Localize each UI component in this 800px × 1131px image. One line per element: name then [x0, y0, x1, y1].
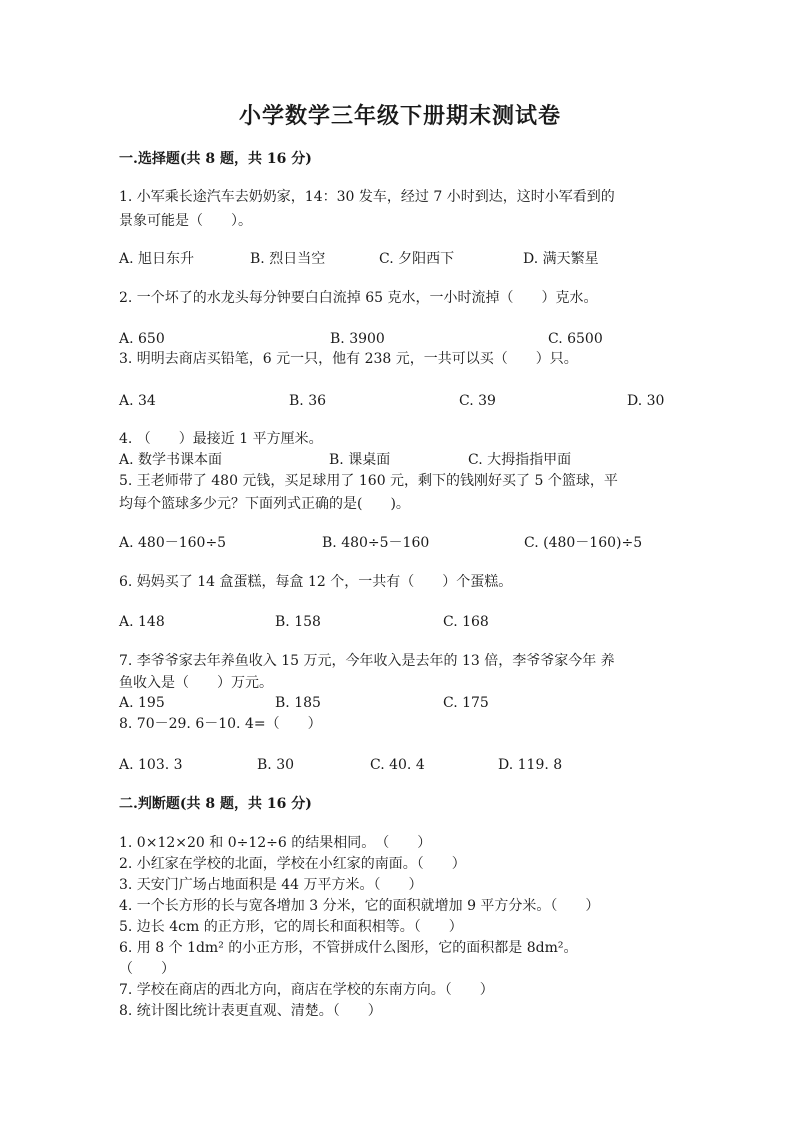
option: C. 6500	[548, 331, 603, 347]
question-text: 3. 明明去商店买铅笔，6 元一只，他有 238 元，一共可以买（ ）只。	[119, 351, 578, 367]
question-text: 2. 一个坏了的水龙头每分钟要白白流掉 65 克水，一小时流掉（ ）克水。	[119, 290, 598, 306]
option: A. 650	[119, 331, 165, 347]
question-text: 景象可能是（ ）。	[119, 213, 252, 229]
section-heading-judgment: 二.判断题(共 8 题，共 16 分)	[119, 796, 312, 812]
option: B. 3900	[330, 331, 385, 347]
question-text: 5. 王老师带了 480 元钱，买足球用了 160 元，剩下的钱刚好买了 5 个篮球，平	[119, 473, 618, 489]
option: C. (480－160)÷5	[524, 535, 643, 551]
statement-item: 7. 学校在商店的西北方向，商店在学校的东南方向。（ ）	[119, 982, 494, 998]
option: B. 30	[257, 757, 295, 773]
question-text: 鱼收入是（ ）万元。	[119, 675, 273, 691]
option: C. 175	[443, 695, 489, 711]
statement-item: 5. 边长 4cm 的正方形，它的周长和面积相等。（ ）	[119, 919, 463, 935]
option: C. 大拇指指甲面	[468, 452, 572, 468]
option: B. 480÷5－160	[322, 535, 430, 551]
option: A. 旭日东升	[119, 251, 195, 267]
option: A. 数学书课本面	[119, 452, 223, 468]
option: B. 课桌面	[329, 452, 391, 468]
statement-item: 4. 一个长方形的长与宽各增加 3 分米，它的面积就增加 9 平方分米。（ ）	[119, 898, 600, 914]
option: A. 195	[119, 695, 165, 711]
option: A. 103. 3	[119, 757, 183, 773]
page-title: 小学数学三年级下册期末测试卷	[238, 103, 561, 129]
option: B. 烈日当空	[250, 251, 326, 267]
question-text: 8. 70－29. 6－10. 4=（ ）	[119, 716, 322, 732]
question-text: 7. 李爷爷家去年养鱼收入 15 万元，今年收入是去年的 13 倍，李爷爷家今年 养	[119, 653, 615, 669]
question-text: 均每个篮球多少元？下面列式正确的是( )。	[119, 496, 410, 512]
answer-blank: （ ）	[119, 961, 175, 977]
section-heading-choice: 一.选择题(共 8 题，共 16 分)	[119, 151, 312, 167]
option: B. 36	[289, 393, 327, 409]
statement-item: 6. 用 8 个 1dm² 的小正方形，不管拼成什么图形，它的面积都是 8dm²。	[119, 940, 578, 956]
option: C. 40. 4	[370, 757, 425, 773]
statement-item: 8. 统计图比统计表更直观、清楚。（ ）	[119, 1003, 382, 1019]
option: C. 39	[459, 393, 496, 409]
option: D. 满天繁星	[523, 251, 599, 267]
option: C. 夕阳西下	[379, 251, 455, 267]
option: A. 480－160÷5	[119, 535, 227, 551]
option: D. 30	[627, 393, 665, 409]
question-text: 6. 妈妈买了 14 盒蛋糕，每盒 12 个，一共有（ ）个蛋糕。	[119, 574, 513, 590]
question-text: 1. 小军乘长途汽车去奶奶家，14：30 发车，经过 7 小时到达，这时小军看到的	[119, 189, 615, 205]
option: A. 148	[119, 614, 165, 630]
option: B. 158	[275, 614, 321, 630]
option: C. 168	[443, 614, 489, 630]
statement-item: 2. 小红家在学校的北面，学校在小红家的南面。（ ）	[119, 856, 466, 872]
statement-item: 1. 0×12×20 和 0÷12÷6 的结果相同。 （ ）	[119, 835, 432, 851]
question-text: 4. （ ）最接近 1 平方厘米。	[119, 431, 323, 447]
option: B. 185	[275, 695, 321, 711]
statement-item: 3. 天安门广场占地面积是 44 万平方米。（ ）	[119, 877, 423, 893]
option: A. 34	[119, 393, 156, 409]
option: D. 119. 8	[498, 757, 563, 773]
